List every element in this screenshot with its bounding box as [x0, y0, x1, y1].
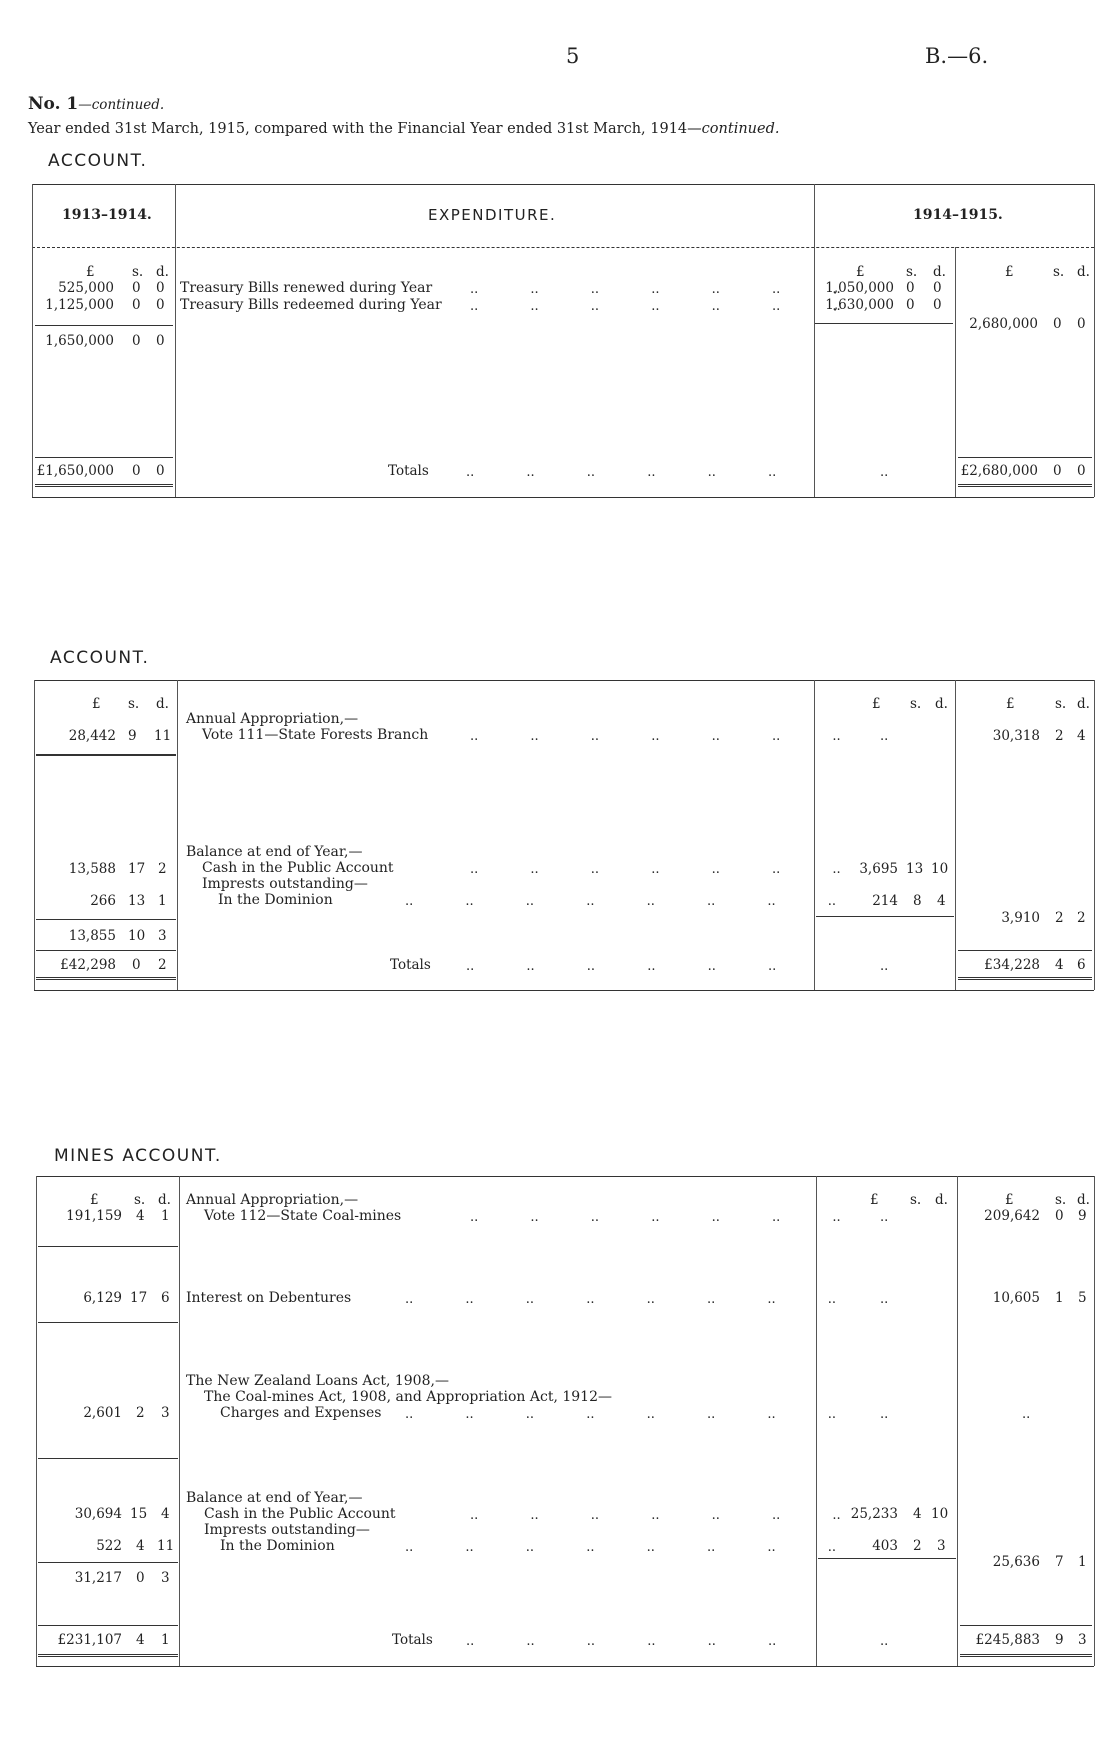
imprests-label: Imprests outstanding—	[204, 1522, 370, 1538]
dominion-label: In the Dominion	[218, 892, 333, 908]
left-subtotal-pounds: 1,650,000	[45, 333, 114, 349]
right-grand-total-pounds: £34,228	[984, 957, 1040, 973]
currency-pound: £	[872, 696, 881, 712]
approp-right-shillings: 2	[1055, 728, 1064, 744]
col-1913-1914: 1913–1914.	[62, 207, 152, 223]
leader-dots: ..	[880, 1634, 889, 1649]
totals-label: Totals	[392, 1632, 433, 1648]
page-number: 5	[566, 44, 580, 68]
row-right-pence: 0	[933, 297, 942, 313]
heading-number: No. 1—continued.	[28, 94, 165, 114]
currency-pence: d.	[158, 1192, 171, 1208]
approp-right-shillings: 0	[1055, 1208, 1064, 1224]
currency-shilling: s.	[1055, 696, 1067, 712]
approp-right-pence: 9	[1078, 1208, 1087, 1224]
interest-left-pounds: 6,129	[83, 1290, 122, 1306]
left-subtotal-pence: 0	[156, 333, 165, 349]
dominion-left-pounds: 522	[96, 1538, 122, 1554]
interest-right-shillings: 1	[1055, 1290, 1064, 1306]
currency-pound: £	[86, 264, 95, 280]
approp-left-shillings: 4	[136, 1208, 145, 1224]
cash-mid-shillings: 13	[906, 861, 924, 877]
currency-pence: d.	[1077, 696, 1090, 712]
cash-label: Cash in the Public Account	[204, 1506, 396, 1522]
charges-left-pounds: 2,601	[83, 1405, 122, 1421]
leader-dots: ..	[1022, 1407, 1031, 1422]
interest-left-shillings: 17	[130, 1290, 148, 1306]
leader-dots: .. .. .. .. .. .. .. ..	[405, 894, 837, 909]
row-right-pounds: 1,050,000	[825, 280, 894, 296]
dominion-left-pence: 1	[158, 893, 167, 909]
totals-label: Totals	[388, 463, 429, 479]
cash-mid-pence: 10	[931, 1506, 949, 1522]
left-grand-total-pence: 0	[156, 463, 165, 479]
approp-heading: Annual Appropriation,—	[186, 711, 359, 727]
balance-right-pence: 1	[1078, 1554, 1087, 1570]
approp-right-pence: 4	[1077, 728, 1086, 744]
currency-shilling: s.	[128, 696, 140, 712]
leader-dots: .. .. .. .. .. .. ..	[470, 282, 841, 297]
right-total-pounds: 2,680,000	[969, 316, 1038, 332]
dominion-mid-shillings: 2	[913, 1538, 922, 1554]
leader-dots: .. .. .. .. .. .. .. ..	[405, 1292, 837, 1307]
interest-right-pounds: 10,605	[992, 1290, 1040, 1306]
currency-pence: d.	[156, 264, 169, 280]
currency-pence: d.	[935, 696, 948, 712]
leader-dots: ..	[880, 729, 889, 744]
loans-subheading: The Coal-mines Act, 1908, and Appropriation Act, 1912—	[204, 1389, 612, 1405]
currency-shilling: s.	[906, 264, 918, 280]
leader-dots: .. .. .. .. .. .. .. ..	[405, 1540, 837, 1555]
dominion-left-shillings: 13	[128, 893, 146, 909]
right-grand-total-pence: 6	[1077, 957, 1086, 973]
currency-pound: £	[870, 1192, 879, 1208]
dominion-mid-pounds: 403	[872, 1538, 898, 1554]
balance-right-pence: 2	[1077, 910, 1086, 926]
charges-label: Charges and Expenses	[220, 1405, 382, 1421]
currency-pound: £	[1005, 264, 1014, 280]
currency-shilling: s.	[910, 1192, 922, 1208]
totals-label: Totals	[390, 957, 431, 973]
approp-right-pounds: 209,642	[984, 1208, 1040, 1224]
leader-dots: .. .. .. .. .. .. ..	[470, 1210, 841, 1225]
dominion-mid-shillings: 8	[913, 893, 922, 909]
leader-dots: .. .. .. .. .. .. ..	[470, 729, 841, 744]
balance-heading: Balance at end of Year,—	[186, 844, 363, 860]
section3-title: MINES ACCOUNT.	[54, 1146, 222, 1166]
row-label: Treasury Bills redeemed during Year	[180, 297, 442, 313]
balance-right-shillings: 7	[1055, 1554, 1064, 1570]
left-grand-total-pence: 2	[158, 957, 167, 973]
dominion-mid-pence: 4	[937, 893, 946, 909]
right-total-shillings: 0	[1053, 316, 1062, 332]
balance-right-shillings: 2	[1055, 910, 1064, 926]
row-left-shillings: 0	[132, 280, 141, 296]
currency-shilling: s.	[132, 264, 144, 280]
right-grand-total-pence: 3	[1078, 1632, 1087, 1648]
balance-right-pounds: 25,636	[992, 1554, 1040, 1570]
left-grand-total-pounds: £42,298	[60, 957, 116, 973]
currency-pence: d.	[1077, 1192, 1090, 1208]
subheading: Year ended 31st March, 1915, compared with the Financial Year ended 31st March, 1914—continued.	[28, 121, 780, 137]
section2-title: ACCOUNT.	[50, 648, 150, 668]
section1-title: ACCOUNT.	[48, 151, 148, 171]
leader-dots: .. .. .. .. .. .. ..	[470, 862, 841, 877]
row-right-pence: 0	[933, 280, 942, 296]
right-grand-total-pounds: £245,883	[975, 1632, 1040, 1648]
approp-item: Vote 111—State Forests Branch	[202, 727, 429, 743]
interest-right-pence: 5	[1078, 1290, 1087, 1306]
interest-label: Interest on Debentures	[186, 1290, 352, 1306]
currency-shilling: s.	[1053, 264, 1065, 280]
currency-pound: £	[1005, 1192, 1014, 1208]
row-right-shillings: 0	[906, 297, 915, 313]
row-left-pence: 0	[156, 297, 165, 313]
cash-left-pounds: 30,694	[74, 1506, 122, 1522]
left-subtotal-shillings: 0	[132, 333, 141, 349]
left-grand-total-shillings: 0	[132, 463, 141, 479]
balance-right-pounds: 3,910	[1001, 910, 1040, 926]
right-grand-total-shillings: 9	[1055, 1632, 1064, 1648]
leader-dots: .. .. .. .. .. ..	[466, 1634, 777, 1649]
currency-pound: £	[1006, 696, 1015, 712]
dominion-left-pence: 11	[157, 1538, 175, 1554]
approp-left-pounds: 191,159	[66, 1208, 122, 1224]
leader-dots: .. .. .. .. .. ..	[466, 959, 777, 974]
cash-left-pence: 2	[158, 861, 167, 877]
approp-left-pence: 11	[154, 728, 172, 744]
left-grand-total-pounds: £1,650,000	[36, 463, 114, 479]
dominion-left-shillings: 4	[136, 1538, 145, 1554]
col-1914-1915: 1914–1915.	[913, 207, 1003, 223]
currency-pence: d.	[1077, 264, 1090, 280]
approp-left-pence: 1	[161, 1208, 170, 1224]
balance-left-pence: 3	[158, 928, 167, 944]
left-grand-total-shillings: 0	[132, 957, 141, 973]
leader-dots: ..	[880, 959, 889, 974]
approp-item: Vote 112—State Coal-mines	[204, 1208, 402, 1224]
cash-label: Cash in the Public Account	[202, 860, 394, 876]
cash-mid-pounds: 25,233	[850, 1506, 898, 1522]
leader-dots: .. .. .. .. .. ..	[466, 465, 777, 480]
row-left-pence: 0	[156, 280, 165, 296]
row-left-pounds: 525,000	[58, 280, 114, 296]
leader-dots: ..	[880, 465, 889, 480]
currency-shilling: s.	[1055, 1192, 1067, 1208]
dominion-mid-pounds: 214	[872, 893, 898, 909]
page-reference: B.—6.	[925, 44, 989, 68]
charges-left-pence: 3	[161, 1405, 170, 1421]
charges-left-shillings: 2	[136, 1405, 145, 1421]
right-grand-total-shillings: 0	[1053, 463, 1062, 479]
cash-left-pence: 4	[161, 1506, 170, 1522]
approp-left-pounds: 28,442	[68, 728, 116, 744]
left-grand-total-pence: 1	[161, 1632, 170, 1648]
row-left-shillings: 0	[132, 297, 141, 313]
leader-dots: .. .. .. .. .. .. ..	[470, 299, 841, 314]
row-right-shillings: 0	[906, 280, 915, 296]
currency-shilling: s.	[134, 1192, 146, 1208]
leader-dots: ..	[880, 1407, 889, 1422]
leader-dots: .. .. .. .. .. .. .. ..	[405, 1407, 837, 1422]
cash-left-shillings: 15	[130, 1506, 148, 1522]
currency-pound: £	[92, 696, 101, 712]
right-total-pence: 0	[1077, 316, 1086, 332]
leader-dots: ..	[880, 1292, 889, 1307]
row-label: Treasury Bills renewed during Year	[180, 280, 433, 296]
cash-mid-shillings: 4	[913, 1506, 922, 1522]
loans-heading: The New Zealand Loans Act, 1908,—	[186, 1373, 449, 1389]
right-grand-total-pounds: £2,680,000	[960, 463, 1038, 479]
left-grand-total-pounds: £231,107	[57, 1632, 122, 1648]
balance-left-pounds: 31,217	[74, 1570, 122, 1586]
row-left-pounds: 1,125,000	[45, 297, 114, 313]
cash-mid-pence: 10	[931, 861, 949, 877]
balance-heading: Balance at end of Year,—	[186, 1490, 363, 1506]
leader-dots: .. .. .. .. .. .. ..	[470, 1508, 841, 1523]
cash-left-pounds: 13,588	[68, 861, 116, 877]
cash-mid-pounds: 3,695	[859, 861, 898, 877]
dominion-mid-pence: 3	[937, 1538, 946, 1554]
row-right-pounds: 1,630,000	[825, 297, 894, 313]
currency-pence: d.	[935, 1192, 948, 1208]
balance-left-pounds: 13,855	[68, 928, 116, 944]
left-grand-total-shillings: 4	[136, 1632, 145, 1648]
dominion-label: In the Dominion	[220, 1538, 335, 1554]
currency-pence: d.	[933, 264, 946, 280]
cash-left-shillings: 17	[128, 861, 146, 877]
currency-shilling: s.	[910, 696, 922, 712]
right-grand-total-pence: 0	[1077, 463, 1086, 479]
imprests-label: Imprests outstanding—	[202, 876, 368, 892]
dominion-left-pounds: 266	[90, 893, 116, 909]
currency-pound: £	[90, 1192, 99, 1208]
balance-left-pence: 3	[161, 1570, 170, 1586]
currency-pound: £	[856, 264, 865, 280]
leader-dots: ..	[880, 1210, 889, 1225]
right-grand-total-shillings: 4	[1055, 957, 1064, 973]
approp-right-pounds: 30,318	[992, 728, 1040, 744]
approp-heading: Annual Appropriation,—	[186, 1192, 359, 1208]
currency-pence: d.	[156, 696, 169, 712]
balance-left-shillings: 10	[128, 928, 146, 944]
approp-left-shillings: 9	[128, 728, 137, 744]
interest-left-pence: 6	[161, 1290, 170, 1306]
balance-left-shillings: 0	[136, 1570, 145, 1586]
col-expenditure: EXPENDITURE.	[428, 206, 557, 224]
